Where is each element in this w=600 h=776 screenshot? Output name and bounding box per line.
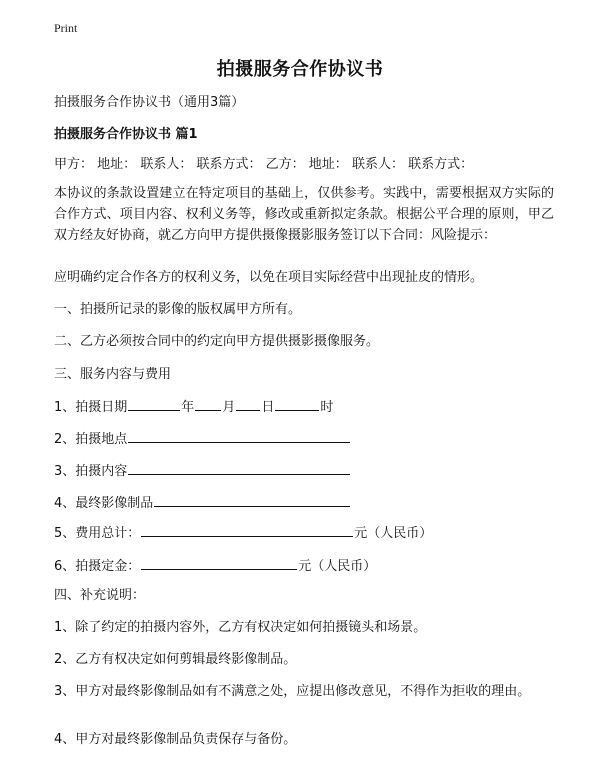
page-title: 拍摄服务合作协议书: [216, 59, 384, 80]
shoot-location-item: [54, 428, 554, 450]
party-b-contact: 联系人：: [351, 157, 404, 172]
shoot-date-label: 1、拍摄日期: [54, 400, 128, 415]
location-blank[interactable]: [128, 428, 350, 443]
document-subtitle: 拍摄服务合作协议书（通用3篇）: [54, 95, 245, 110]
deposit-blank[interactable]: [141, 555, 297, 570]
shoot-content-label: 3、拍摄内容: [54, 464, 128, 479]
deposit-label: 6、拍摄定金：: [54, 559, 141, 574]
fee-blank[interactable]: [141, 522, 353, 537]
note-3: 3、甲方对最终影像制品如有不满意之处，应提出修改意见，不得作为拒收的理由。: [54, 684, 531, 699]
party-a-contact: 联系人：: [140, 157, 193, 172]
section-heading: 拍摄服务合作协议书 篇1: [54, 127, 198, 142]
hour-unit: 时: [320, 400, 334, 415]
month-unit: 月: [222, 400, 236, 415]
note-4: 4、甲方对最终影像制品负责保存与备份。: [54, 732, 297, 747]
party-a-label: 甲方：: [54, 157, 94, 172]
content-blank[interactable]: [128, 460, 350, 475]
parties-line: [54, 154, 554, 175]
product-blank[interactable]: [154, 492, 350, 507]
note-1: 1、除了约定的拍摄内容外，乙方有权决定如何拍摄镜头和场景。: [54, 620, 427, 635]
hour-blank[interactable]: [275, 396, 319, 411]
party-b-method: 联系方式：: [408, 157, 474, 172]
note-2: 2、乙方有权决定如何剪辑最终影像制品。: [54, 652, 297, 667]
final-product-item: [54, 492, 554, 514]
final-product-label: 4、最终影像制品: [54, 496, 154, 511]
clause-1: 一、拍摄所记录的影像的版权属甲方所有。: [54, 302, 302, 317]
fee-total-item: [54, 522, 554, 544]
party-b-label: 乙方：: [265, 157, 305, 172]
deposit-item: [54, 555, 554, 577]
shoot-content-item: [54, 460, 554, 482]
day-blank[interactable]: [236, 396, 260, 411]
year-blank[interactable]: [128, 396, 180, 411]
party-a-method: 联系方式：: [196, 157, 262, 172]
fee-total-label: 5、费用总计：: [54, 526, 141, 541]
shoot-date-item: [54, 396, 554, 418]
risk-note: 应明确约定合作各方的权利义务，以免在项目实际经营中出现扯皮的情形。: [54, 270, 484, 285]
fee-unit: 元（人民币）: [354, 526, 433, 541]
clause-2: 二、乙方必须按合同中的约定向甲方提供摄影摄像服务。: [54, 334, 380, 349]
print-link[interactable]: Print: [54, 21, 78, 35]
intro-paragraph: 本协议的条款设置建立在特定项目的基础上，仅供参考。实践中，需要根据双方实际的合作方式、项目内容、权利义务等，修改或重新拟定条款。根据公平合理的原则，甲乙双方经友好协商，就乙方向甲方提供摄像摄影服务签订以下合同：风险提示：: [54, 186, 554, 243]
clause-3: 三、服务内容与费用: [54, 367, 172, 382]
month-blank[interactable]: [195, 396, 221, 411]
year-unit: 年: [181, 400, 195, 415]
day-unit: 日: [261, 400, 275, 415]
party-a-address: 地址：: [97, 157, 137, 172]
party-b-address: 地址：: [308, 157, 348, 172]
shoot-location-label: 2、拍摄地点: [54, 432, 128, 447]
clause-4: 四、补充说明：: [54, 588, 146, 603]
deposit-unit: 元（人民币）: [298, 559, 377, 574]
